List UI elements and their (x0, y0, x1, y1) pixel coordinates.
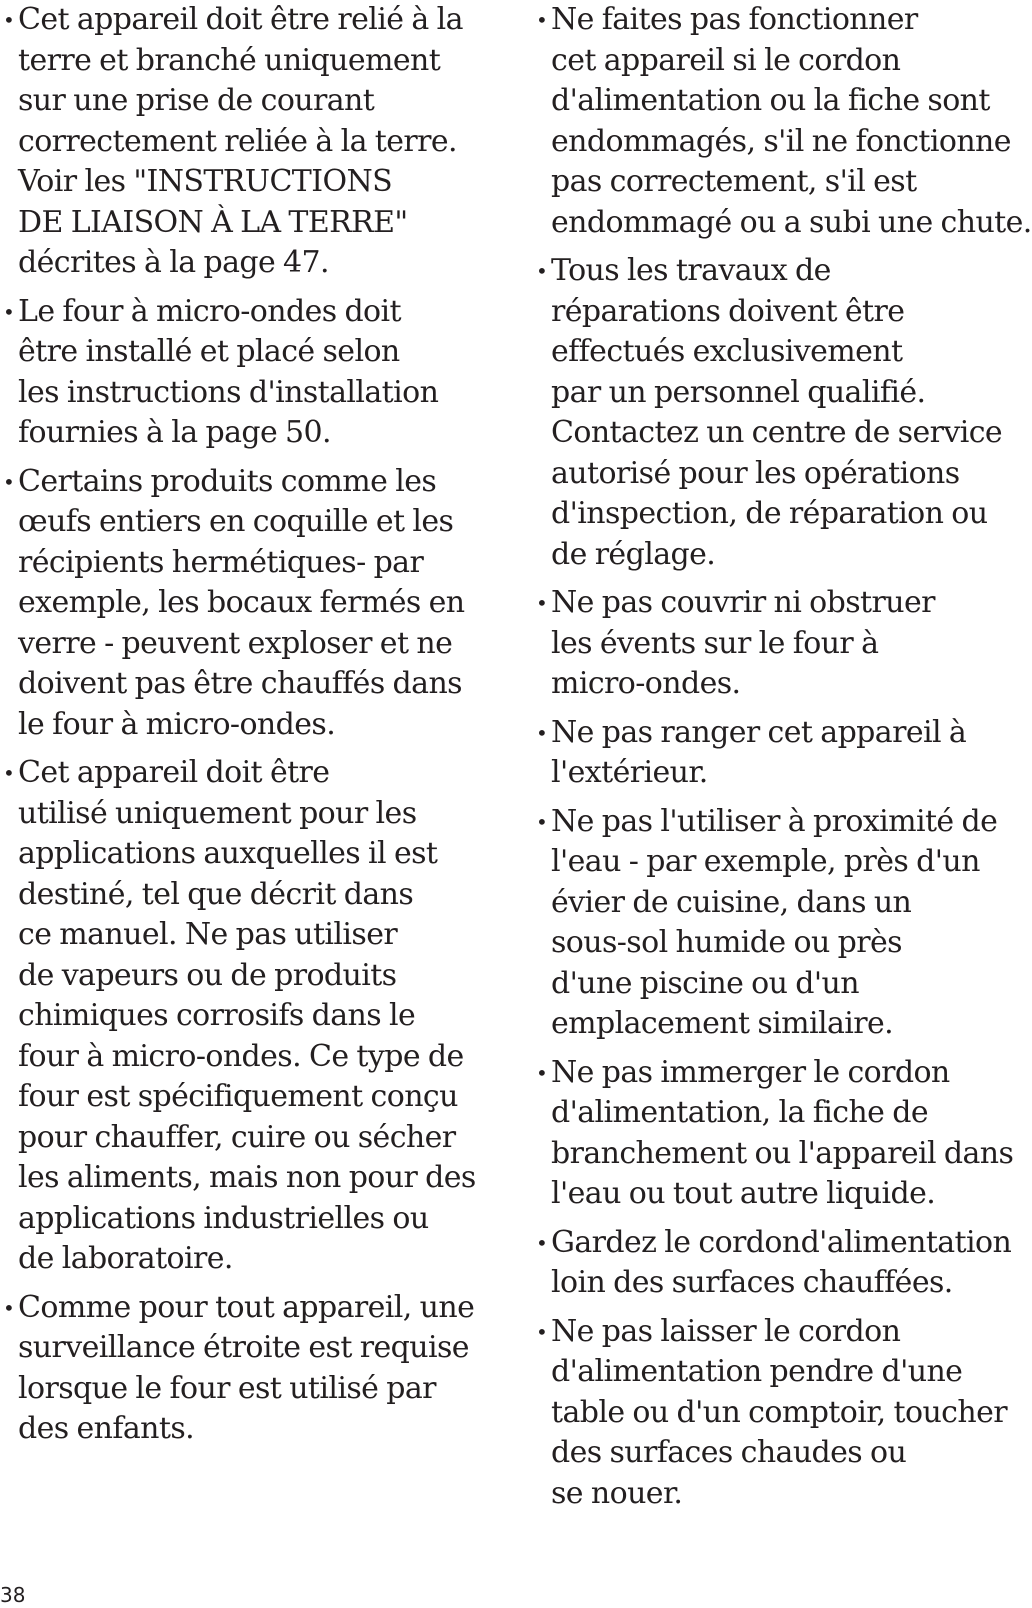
instruction-text-line: les aliments, mais non pour des (18, 1160, 476, 1195)
instruction-text-line: DE LIAISON À LA TERRE" (18, 204, 408, 240)
safety-instruction-item (533, 1223, 1032, 1304)
instruction-text-line: terre et branché uniquement (18, 42, 441, 78)
bullet-icon: • (3, 8, 15, 32)
instruction-text-line: l'eau - par exemple, près d'un (551, 844, 980, 879)
safety-instruction-item (533, 251, 1032, 575)
instruction-text-line: les évents sur le four à (551, 625, 879, 661)
instruction-text-line: être installé et placé selon (18, 334, 400, 369)
instruction-text-line: Ne pas ranger cet appareil à (551, 714, 967, 750)
instruction-text-line: Cet appareil doit être relié à la (18, 2, 463, 37)
instruction-text-line: Comme pour tout appareil, une (18, 1289, 475, 1325)
instruction-text-line: des surfaces chaudes ou (551, 1435, 907, 1470)
instruction-text-line: cet appareil si le cordon (551, 42, 901, 78)
instruction-text-line: table ou d'un comptoir, toucher (551, 1394, 1007, 1430)
instruction-text-line: des enfants. (18, 1411, 195, 1446)
instruction-text-line: four est spécifiquement conçu (18, 1079, 458, 1114)
instruction-text-line: autorisé pour les opérations (551, 455, 960, 491)
instruction-text-line: four à micro-ondes. Ce type de (18, 1038, 464, 1074)
instruction-text-line: Certains produits comme les (18, 463, 437, 499)
bullet-icon: • (3, 1295, 15, 1320)
bullet-icon: • (536, 591, 548, 615)
bullet-icon: • (536, 1230, 548, 1255)
instruction-text-line: les instructions d'installation (18, 374, 439, 410)
instruction-text-line: Ne faites pas fonctionner (551, 2, 918, 37)
bullet-icon: • (536, 8, 548, 32)
instruction-text-line: décrites à la page 47. (18, 245, 329, 280)
instruction-text-line: Ne pas couvrir ni obstruer (551, 585, 935, 620)
instruction-text-line: correctement reliée à la terre. (18, 123, 457, 159)
page-number: 38 (0, 1583, 26, 1607)
safety-instruction-item (533, 0, 1032, 243)
instruction-text-line: Ne pas l'utiliser à proximité de (551, 803, 998, 839)
instruction-text-line: loin des surfaces chauffées. (551, 1265, 953, 1300)
instruction-text-line: applications industrielles ou (18, 1200, 429, 1236)
instruction-text-line: le four à micro-ondes. (18, 706, 336, 742)
instruction-text-line: de réglage. (551, 536, 716, 572)
instruction-text-line: l'eau ou tout autre liquide. (551, 1176, 936, 1211)
instruction-text-line: Contactez un centre de service (551, 415, 1003, 450)
instruction-text-line: effectués exclusivement (551, 334, 903, 369)
instruction-text-line: de vapeurs ou de produits (18, 957, 397, 993)
instruction-text-line: par un personnel qualifié. (551, 374, 926, 410)
safety-instruction-item (0, 753, 500, 1280)
instruction-text-line: Cet appareil doit être (18, 755, 330, 790)
bullet-icon: • (536, 809, 548, 834)
instruction-text-line: Voir les "INSTRUCTIONS (18, 164, 393, 199)
instruction-text-line: d'alimentation ou la fiche sont (551, 83, 990, 118)
instruction-text-line: verre - peuvent exploser et ne (18, 625, 453, 661)
left-safety-column (0, 0, 500, 1458)
bullet-icon: • (3, 761, 15, 785)
instruction-text-line: se nouer. (551, 1475, 683, 1511)
instruction-text-line: d'une piscine ou d'un (551, 965, 859, 1001)
instruction-text-line: chimiques corrosifs dans le (18, 998, 416, 1033)
safety-instruction-item (533, 583, 1032, 705)
instruction-text-line: Gardez le cordond'alimentation (551, 1224, 1012, 1260)
instruction-text-line: pas correctement, s'il est (551, 164, 917, 199)
instruction-text-line: de laboratoire. (18, 1241, 233, 1276)
instruction-text-line: ce manuel. Ne pas utiliser (18, 917, 398, 952)
instruction-text-line: sous-sol humide ou près (551, 925, 902, 960)
instruction-text-line: micro-ondes. (551, 666, 741, 701)
instruction-text-line: d'inspection, de réparation ou (551, 496, 988, 531)
instruction-text-line: lorsque le four est utilisé par (18, 1370, 436, 1406)
bullet-icon: • (536, 1319, 548, 1344)
instruction-text-line: endommagés, s'il ne fonctionne (551, 123, 1011, 159)
safety-instruction-item (533, 802, 1032, 1045)
safety-instruction-item (0, 292, 500, 454)
bullet-icon: • (536, 720, 548, 745)
instruction-text-line: Ne pas laisser le cordon (551, 1313, 901, 1349)
instruction-text-line: surveillance étroite est requise (18, 1330, 469, 1365)
instruction-text-line: doivent pas être chauffés dans (18, 666, 462, 701)
instruction-text-line: Ne pas immerger le cordon (551, 1054, 950, 1090)
instruction-text-line: utilisé uniquement pour les (18, 795, 417, 831)
instruction-text-line: pour chauffer, cuire ou sécher (18, 1119, 456, 1155)
instruction-text-line: Tous les travaux de (551, 253, 831, 288)
safety-instruction-item (533, 1312, 1032, 1515)
instruction-text-line: œufs entiers en coquille et les (18, 504, 454, 539)
safety-instruction-item (0, 1288, 500, 1450)
bullet-icon: • (536, 1060, 548, 1085)
safety-instruction-item (0, 0, 500, 284)
instruction-text-line: récipients hermétiques- par (18, 544, 424, 580)
instruction-text-line: destiné, tel que décrit dans (18, 876, 414, 912)
instruction-text-line: Le four à micro-ondes doit (18, 293, 401, 329)
instruction-text-line: fournies à la page 50. (18, 415, 331, 450)
instruction-text-line: d'alimentation pendre d'une (551, 1354, 963, 1389)
safety-instruction-item (0, 462, 500, 746)
instruction-text-line: sur une prise de courant (18, 83, 375, 118)
instruction-text-line: évier de cuisine, dans un (551, 884, 912, 920)
bullet-icon: • (536, 259, 548, 283)
instruction-text-line: d'alimentation, la fiche de (551, 1095, 928, 1130)
instruction-text-line: emplacement similaire. (551, 1006, 894, 1041)
bullet-icon: • (3, 469, 15, 494)
bullet-icon: • (3, 299, 15, 324)
safety-instruction-item (533, 713, 1032, 794)
instruction-text-line: réparations doivent être (551, 293, 905, 329)
instruction-text-line: exemple, les bocaux fermés en (18, 585, 465, 620)
instruction-text-line: endommagé ou a subi une chute. (551, 204, 1032, 240)
instruction-text-line: branchement ou l'appareil dans (551, 1135, 1014, 1171)
instruction-text-line: l'extérieur. (551, 755, 708, 790)
instruction-text-line: applications auxquelles il est (18, 836, 438, 871)
safety-instruction-item (533, 1053, 1032, 1215)
right-safety-column (533, 0, 1032, 1522)
